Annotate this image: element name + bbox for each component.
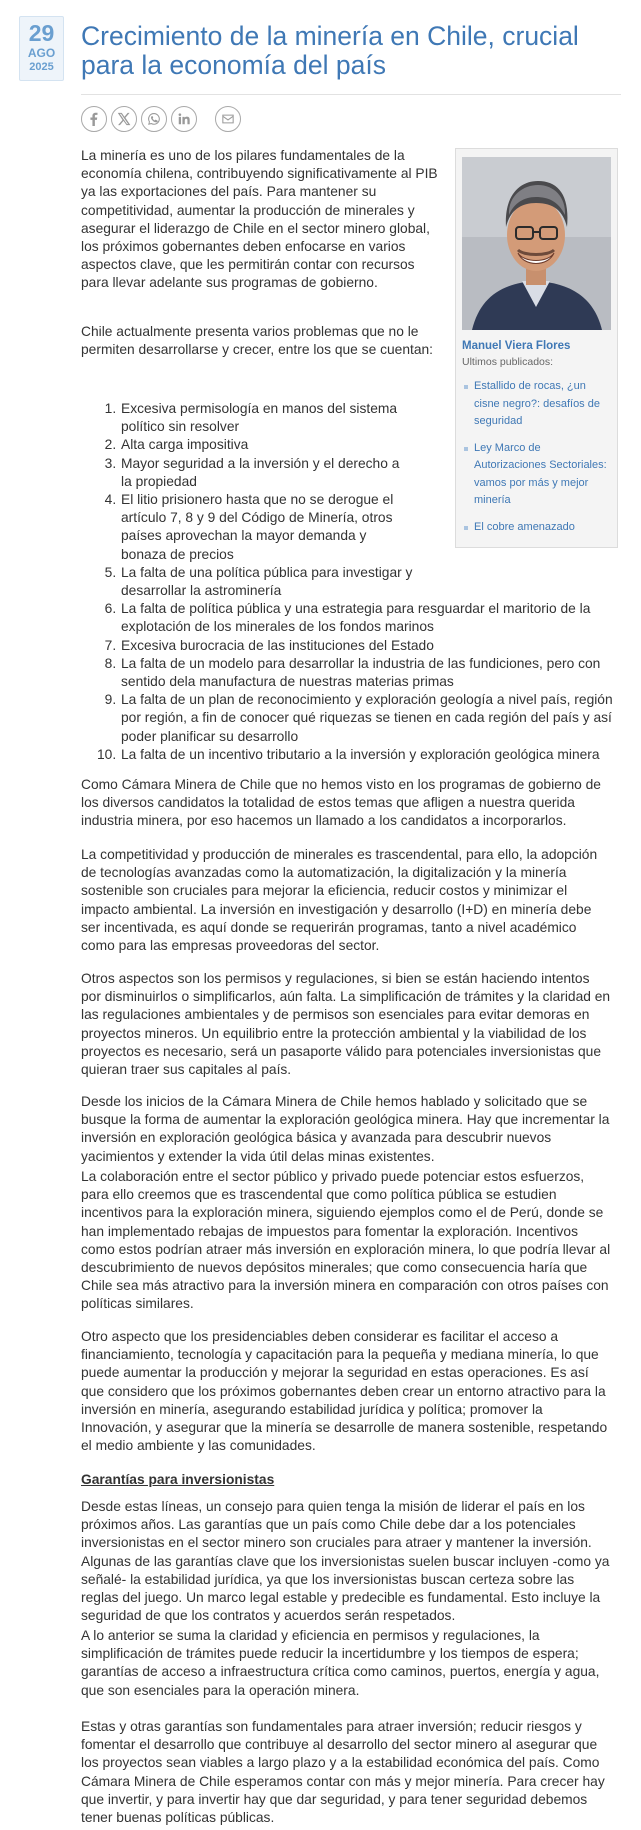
list-item: 4. El litio prisionero hasta que no se derogue el artículo 7, 8 y 9 del Código de Minería, otros países aprovechan la mayor demanda y bonaza de precios <box>120 491 406 564</box>
email-icon <box>221 112 235 126</box>
linkedin-icon <box>177 112 191 126</box>
section-heading: Garantías para inversionistas <box>81 1472 275 1487</box>
date-year: 2025 <box>29 61 54 73</box>
date-badge <box>19 16 64 81</box>
paragraph: Desde los inicios de la Cámara Minera de Chile hemos hablado y solicitado que se busque la forma de aumentar la exploración geológica minera. Hay que incrementar la inversión en exploración geológica básica y avanzada para descubrir nuevos yacimientos y extender la vida útil delas minas existentes. <box>81 1094 610 1164</box>
linkedin-share-button[interactable] <box>171 106 197 132</box>
facebook-icon <box>87 112 101 126</box>
list-item: 7. Excesiva burocracia de las instituciones del Estado <box>120 637 621 655</box>
author-name[interactable]: Manuel Viera Flores <box>462 340 571 352</box>
email-share-button[interactable] <box>215 106 241 132</box>
list-item: 3. Mayor seguridad a la inversión y el derecho a la propiedad <box>120 455 406 491</box>
list-item: 2. Alta carga impositiva <box>120 436 621 454</box>
article-title: Crecimiento de la minería en Chile, crucial para la economía del país <box>81 21 579 80</box>
author-published-label: Ultimos publicados: <box>462 356 554 368</box>
list-item: 5. La falta de una política pública para investigar y desarrollar la astrominería <box>120 564 416 600</box>
list-item: 1. Excesiva permisología en manos del sistema político sin resolver <box>120 400 406 436</box>
author-article-link[interactable]: Estallido de rocas, ¿un cisne negro?: desafíos de seguridad <box>464 378 611 431</box>
list-item: 8. La falta de un modelo para desarrollar la industria de las fundiciones, pero con sentido dela manufactura de nuestras materias primas <box>120 655 621 691</box>
problem-list <box>81 400 621 764</box>
date-month: AGO <box>27 46 56 60</box>
author-photo <box>462 157 611 330</box>
paragraph: La colaboración entre el sector público y privado puede potenciar estos esfuerzos, para ello creemos que es trascendental que como política pública se estudien incentivos para la exploración minera, siguiendo ejemplos como el de Perú, donde se han implementado rebajas de impuestos para fomentar la exploración. Incentivos como estos podrían atraer más inversión en exploración minera, lo que podría llevar al descubrimiento de nuevos depósitos minerales; que como consecuencia haría que Chile sea más atractivo para la inversión minera en comparación con otros países con políticas similares. <box>81 1169 611 1312</box>
paragraph: La competitividad y producción de minerales es trascendental, para ello, la adopción de tecnologías avanzadas como la automatización, la digitalización y la minería sostenible son cruciales para mejorar la eficiencia, reducir costos y minimizar el impacto ambiental. La inversión en investigación y desarrollo (I+D) en minería debe ser incentivada, es aquí donde se requerirán programas, tanto a nivel académico como para las empresas proveedoras del sector. <box>81 847 598 954</box>
paragraph: Otro aspecto que los presidenciables deben considerar es facilitar el acceso a financiamiento, tecnología y capacitación para la pequeña y mediana minería, lo que puede aumentar la producción y mejorar la seguridad en estas operaciones. Es así que considero que los próximos gobernantes deben crear un entorno atractivo para la inversión en minería, asegurando estabilidad jurídica y política; promover la Innovación, y asegurar que la minería se desarrolle de manera sostenible, respetando el medio ambiente y las comunidades. <box>81 1329 608 1454</box>
date-day: 29 <box>28 20 55 46</box>
whatsapp-icon <box>147 112 161 126</box>
paragraph: Desde estas líneas, un consejo para quien tenga la misión de liderar el país en los próximos años. Las garantías que un país como Chile debe dar a los potenciales inversionistas en el sector minero son cruciales para atraer y mantener la inversión. Algunas de las garantías clave que los inversionistas suelen buscar incluyen -como ya señalé- la estabilidad jurídica, ya que los inversionistas buscan certeza sobre las reglas del juego. Un marco legal estable y predecible es fundamental. Esto incluye la seguridad de que los contratos y acuerdos serán respetados. <box>81 1499 610 1624</box>
paragraph: A lo anterior se suma la claridad y eficiencia en permisos y regulaciones, la simplificación de trámites puede reducir la incertidumbre y los tiempos de espera; garantías de acceso a infraestructura crítica como caminos, puertos, energía y agua, que son esenciales para la operación minera. <box>81 1628 600 1698</box>
whatsapp-share-button[interactable] <box>141 106 167 132</box>
paragraph: Chile actualmente presenta varios problemas que no le permiten desarrollarse y crecer, entre los que se cuentan: <box>81 324 434 358</box>
paragraph: Estas y otras garantías son fundamentales para atraer inversión; reducir riesgos y fomentar el desarrollo que contribuye al desarrollo del sector minero al asegurar que los proyectos sean viables a largo plazo y a la estabilidad económica del país. Como Cámara Minera de Chile esperamos contar con más y mejor minería. Para crecer hay que invertir, y para invertir hay que dar seguridad, y para tener seguridad debemos tener buenas políticas públicas. <box>81 1719 605 1826</box>
author-article-link[interactable]: Ley Marco de Autorizaciones Sectoriales: vamos por más y mejor minería <box>464 440 611 510</box>
list-item: 6. La falta de política pública y una estrategia para resguardar el maritorio de la explotación de los minerales de los fondos marinos <box>120 600 621 636</box>
x-icon <box>117 112 131 126</box>
facebook-share-button[interactable] <box>81 106 107 132</box>
paragraph: La minería es uno de los pilares fundamentales de la economía chilena, contribuyendo significativamente al PIB ya las exportaciones del país. Para mantener su competitividad, aumentar la producción de minerales y asegurar el liderazgo de Chile en el sector minero global, los próximos gobernantes deben enfocarse en varios aspectos clave, que les permitirán contar con recursos para llevar adelante sus programas de gobierno. <box>81 148 438 291</box>
paragraph: Como Cámara Minera de Chile que no hemos visto en los programas de gobierno de los diversos candidatos la totalidad de estos temas que afligen a nuestra querida industria minera, por eso hacemos un llamado a los candidatos a incorporarlos. <box>81 777 601 829</box>
author-article-link[interactable]: El cobre amenazado <box>464 519 611 537</box>
paragraph: Otros aspectos son los permisos y regulaciones, si bien se están haciendo intentos por disminuirlos o simplificarlos, aún falta. La simplificación de trámites y la claridad en las regulaciones ambientales y de permisos son esenciales para evitar demoras en proyectos mineros. Un equilibrio entre la protección ambiental y la viabilidad de los proyectos es necesario, será un pasaporte válido para potenciales inversionistas que quieran traer sus capitales al país. <box>81 971 611 1078</box>
title-divider <box>81 94 621 95</box>
list-item: 10. La falta de un incentivo tributario a la inversión y exploración geológica minera <box>120 746 621 764</box>
list-item: 9. La falta de un plan de reconocimiento y exploración geología a nivel país, región por región, a fin de conocer qué riquezas se tienen en cada región del país y así poder planificar su desarrollo <box>120 691 621 746</box>
x-share-button[interactable] <box>111 106 137 132</box>
